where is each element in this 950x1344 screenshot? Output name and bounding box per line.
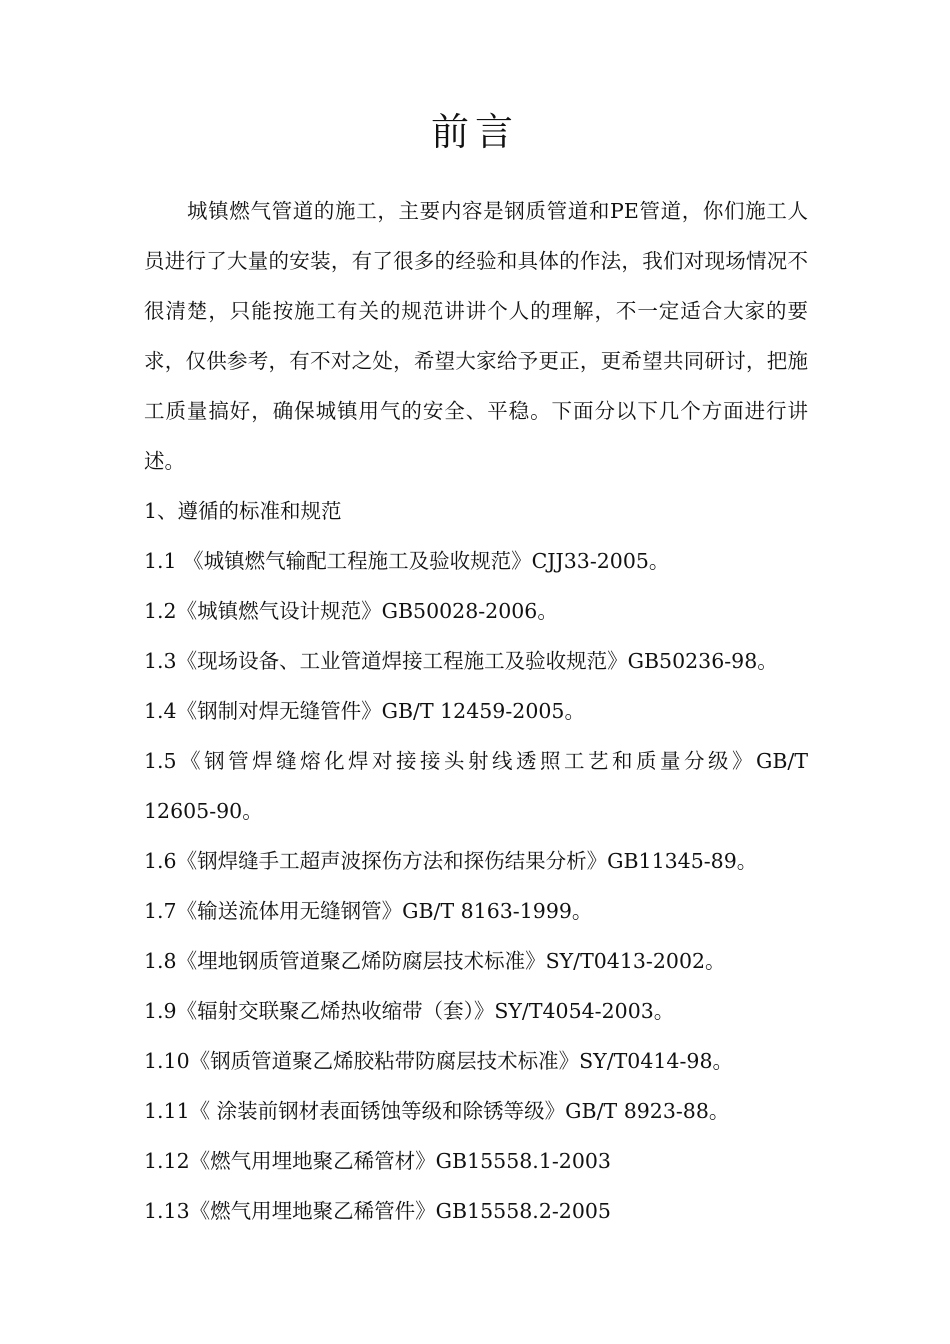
- list-item: 1.5《钢管焊缝熔化焊对接接头射线透照工艺和质量分级》GB/T: [144, 749, 808, 773]
- list-item: 1.8《埋地钢质管道聚乙烯防腐层技术标准》SY/T0413-2002。: [144, 949, 726, 973]
- list-item: 1.4《钢制对焊无缝管件》GB/T 12459-2005。: [144, 699, 585, 723]
- page-title: 前言: [430, 110, 519, 154]
- list-item-continuation: 12605-90。: [144, 799, 263, 823]
- list-item: 1.2《城镇燃气设计规范》GB50028-2006。: [144, 599, 558, 623]
- list-item: 1.7《输送流体用无缝钢管》GB/T 8163-1999。: [144, 899, 593, 923]
- section-heading: 1、遵循的标准和规范: [144, 499, 342, 523]
- list-item: 1.11《 涂装前钢材表面锈蚀等级和除锈等级》GB/T 8923-88。: [144, 1099, 730, 1123]
- list-item: 1.3《现场设备、工业管道焊接工程施工及验收规范》GB50236-98。: [144, 649, 778, 673]
- list-item: 1.13《燃气用埋地聚乙稀管件》GB15558.2-2005: [144, 1199, 611, 1223]
- list-item: 1.9《辐射交联聚乙烯热收缩带（套）》SY/T4054-2003。: [144, 999, 675, 1023]
- list-item: 1.12《燃气用埋地聚乙稀管材》GB15558.1-2003: [144, 1149, 611, 1173]
- document-body: [144, 186, 808, 1236]
- list-item: 1.1 《城镇燃气输配工程施工及验收规范》CJJ33-2005。: [144, 549, 670, 573]
- list-item: 1.6《钢焊缝手工超声波探伤方法和探伤结果分析》GB11345-89。: [144, 849, 758, 873]
- intro-paragraph: 城镇燃气管道的施工，主要内容是钢质管道和PE管道，你们施工人员进行了大量的安装，有了很多的经验和具体的作法，我们对现场情况不很清楚，只能按施工有关的规范讲讲个人的理解，不一定适合大家的要求，仅供参考，有不对之处，希望大家给予更正，更希望共同研讨，把施工质量搞好，确保城镇用气的安全、平稳。下面分以下几个方面进行讲述。: [144, 199, 808, 473]
- list-item: 1.10《钢质管道聚乙烯胶粘带防腐层技术标准》SY/T0414-98。: [144, 1049, 733, 1073]
